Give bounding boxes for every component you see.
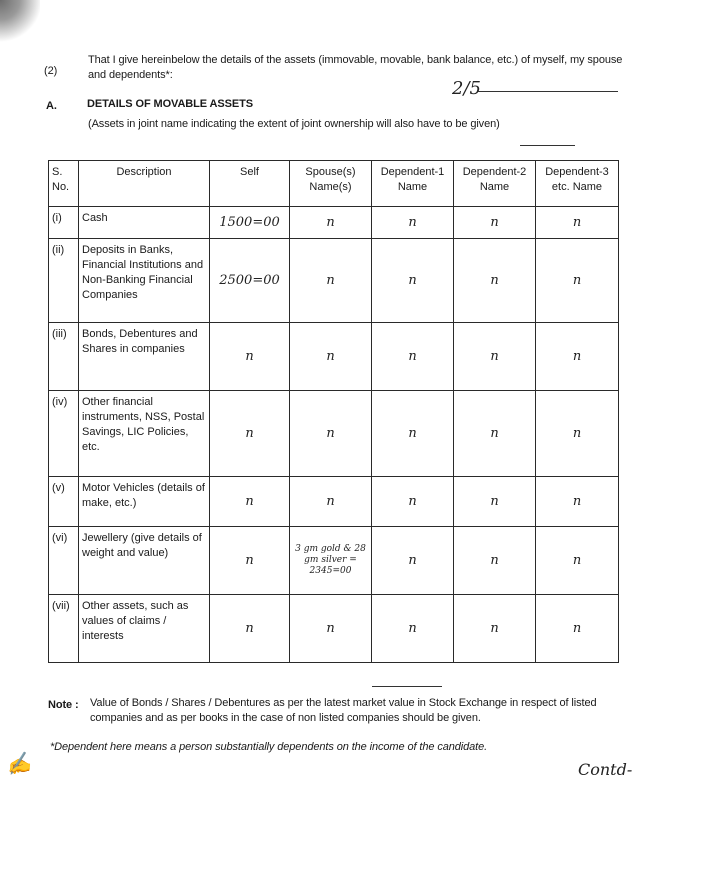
cell-dependent-3: n bbox=[536, 595, 619, 663]
note-text: Value of Bonds / Shares / Debentures as per the latest market value in Stock Exchange in respect of listed companies and as per books in the case of non listed companies should be given. bbox=[90, 697, 597, 724]
cell-self: n bbox=[210, 527, 290, 595]
table-row bbox=[49, 391, 619, 477]
cell-self: 1500=00 bbox=[210, 207, 290, 239]
header-dependent-1: Dependent-1 Name bbox=[372, 161, 454, 207]
cell-dependent-1: n bbox=[372, 323, 454, 391]
page-mark-handwritten: 2/5 bbox=[452, 78, 481, 99]
row-description: Jewellery (give details of weight and value) bbox=[79, 527, 210, 595]
paragraph-number: (2) bbox=[44, 65, 58, 77]
header-dependent-3: Dependent-3 etc. Name bbox=[536, 161, 619, 207]
cell-dependent-2: n bbox=[454, 477, 536, 527]
cell-dependent-1: n bbox=[372, 207, 454, 239]
table-row bbox=[49, 595, 619, 663]
row-number: (v) bbox=[49, 477, 79, 527]
table-row bbox=[49, 323, 619, 391]
section-title: DETAILS OF MOVABLE ASSETS bbox=[87, 98, 253, 110]
cell-spouse: 3 gm gold & 28 gm silver = 2345=00 bbox=[290, 527, 372, 595]
header-description: Description bbox=[79, 161, 210, 207]
cell-spouse: n bbox=[290, 477, 372, 527]
row-description: Motor Vehicles (details of make, etc.) bbox=[79, 477, 210, 527]
movable-assets-table bbox=[48, 160, 619, 663]
row-number: (iii) bbox=[49, 323, 79, 391]
cell-dependent-3: n bbox=[536, 527, 619, 595]
cell-dependent-3: n bbox=[536, 477, 619, 527]
cell-spouse: n bbox=[290, 391, 372, 477]
cell-dependent-1: n bbox=[372, 527, 454, 595]
cell-spouse: n bbox=[290, 207, 372, 239]
cell-dependent-2: n bbox=[454, 323, 536, 391]
header-spouse: Spouse(s) Name(s) bbox=[290, 161, 372, 207]
row-description: Deposits in Banks, Financial Institutions and Non-Banking Financial Companies bbox=[79, 239, 210, 323]
section-subtitle: (Assets in joint name indicating the extent of joint ownership will also have to be given) bbox=[88, 118, 500, 130]
handwritten-contd: Contd- bbox=[578, 760, 633, 779]
row-description: Cash bbox=[79, 207, 210, 239]
table-row bbox=[49, 207, 619, 239]
header-dependent-2: Dependent-2 Name bbox=[454, 161, 536, 207]
cell-spouse: n bbox=[290, 239, 372, 323]
cell-dependent-1: n bbox=[372, 595, 454, 663]
table-row bbox=[49, 477, 619, 527]
scan-shadow bbox=[0, 0, 40, 55]
table-header-row bbox=[49, 161, 619, 207]
cell-spouse: n bbox=[290, 595, 372, 663]
header-self: Self bbox=[210, 161, 290, 207]
cell-dependent-2: n bbox=[454, 207, 536, 239]
header-sno: S. No. bbox=[49, 161, 79, 207]
cell-self: n bbox=[210, 323, 290, 391]
cell-self: n bbox=[210, 595, 290, 663]
cell-dependent-2: n bbox=[454, 527, 536, 595]
row-description: Other financial instruments, NSS, Postal Savings, LIC Policies, etc. bbox=[79, 391, 210, 477]
signature: ✍ bbox=[3, 749, 34, 779]
pen-stroke bbox=[478, 91, 618, 92]
table-row bbox=[49, 527, 619, 595]
cell-dependent-1: n bbox=[372, 477, 454, 527]
row-number: (i) bbox=[49, 207, 79, 239]
row-description: Other assets, such as values of claims / interests bbox=[79, 595, 210, 663]
row-description: Bonds, Debentures and Shares in companies bbox=[79, 323, 210, 391]
row-number: (iv) bbox=[49, 391, 79, 477]
cell-dependent-1: n bbox=[372, 239, 454, 323]
pen-stroke bbox=[520, 145, 575, 146]
cell-dependent-2: n bbox=[454, 239, 536, 323]
cell-spouse: n bbox=[290, 323, 372, 391]
row-number: (vii) bbox=[49, 595, 79, 663]
cell-dependent-1: n bbox=[372, 391, 454, 477]
cell-self: n bbox=[210, 391, 290, 477]
cell-dependent-2: n bbox=[454, 595, 536, 663]
cell-dependent-3: n bbox=[536, 239, 619, 323]
note-label: Note : bbox=[48, 699, 79, 711]
footnote: *Dependent here means a person substantially dependents on the income of the candidate. bbox=[50, 741, 488, 753]
row-number: (ii) bbox=[49, 239, 79, 323]
paragraph-text: That I give hereinbelow the details of the assets (immovable, movable, bank balance, etc.) of myself, my spouse and dependents*: bbox=[88, 54, 623, 81]
pen-stroke bbox=[372, 686, 442, 687]
cell-self: n bbox=[210, 477, 290, 527]
cell-self: 2500=00 bbox=[210, 239, 290, 323]
row-number: (vi) bbox=[49, 527, 79, 595]
cell-dependent-3: n bbox=[536, 207, 619, 239]
cell-dependent-2: n bbox=[454, 391, 536, 477]
cell-dependent-3: n bbox=[536, 391, 619, 477]
table-row bbox=[49, 239, 619, 323]
section-letter: A. bbox=[46, 100, 57, 112]
cell-dependent-3: n bbox=[536, 323, 619, 391]
